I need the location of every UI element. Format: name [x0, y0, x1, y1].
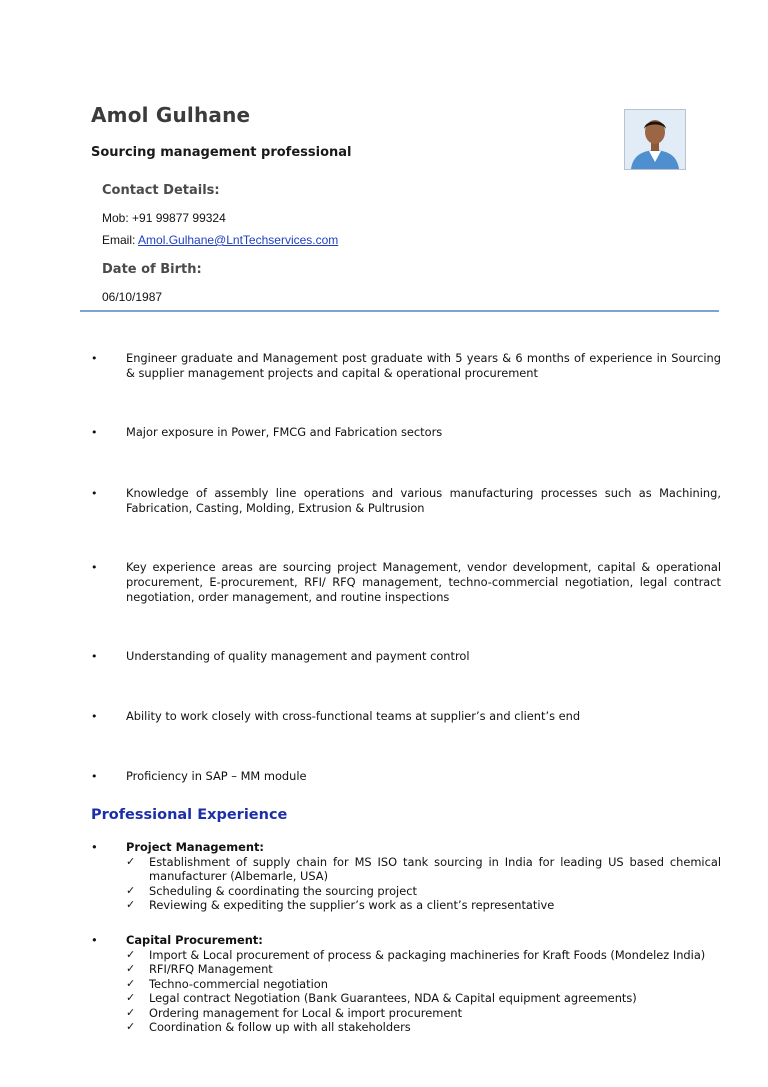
summary-item [91, 425, 721, 440]
list-item-text: Techno-commercial negotiation [149, 976, 328, 991]
list-item [91, 1006, 721, 1020]
checkmark-icon: ✓ [126, 883, 136, 897]
email-link[interactable]: Amol.Gulhane@LntTechservices.com [138, 233, 339, 247]
group-item-list [91, 948, 721, 1034]
checkmark-icon: ✓ [126, 948, 136, 961]
summary-text: Key experience areas are sourcing project Management, vendor development, capital & operational procurement, E-procurement, RFI/ RFQ management, techno-commercial negotiation, legal contract negotiation, order management, and routine inspections [126, 560, 721, 604]
bullet-icon: • [91, 933, 98, 947]
experience-group [91, 840, 721, 913]
list-item-text: Reviewing & expediting the supplier’s work as a client’s representative [149, 898, 555, 913]
list-item-text: Scheduling & coordinating the sourcing project [149, 883, 417, 898]
list-item [91, 1020, 721, 1034]
group-title [91, 933, 721, 948]
list-item [91, 884, 721, 898]
group-item-list [91, 855, 721, 913]
checkmark-icon: ✓ [126, 1020, 136, 1034]
summary-text: Engineer graduate and Management post graduate with 5 years & 6 months of experience in Sourcing & supplier management projects and capital & operational procurement [126, 351, 721, 380]
experience-heading: Professional Experience [91, 807, 288, 823]
email-label: Email: [102, 233, 139, 247]
list-item [91, 962, 721, 976]
list-item-text: Establishment of supply chain for MS ISO tank sourcing in India for leading US based chemical manufacturer (Albemarle, USA) [149, 855, 721, 884]
bullet-icon: • [91, 840, 98, 854]
dob-heading: Date of Birth: [102, 262, 202, 277]
bullet-icon: • [91, 710, 98, 723]
bullet-icon: • [91, 352, 98, 365]
list-item [91, 855, 721, 884]
list-item [91, 948, 721, 962]
summary-text: Major exposure in Power, FMCG and Fabrication sectors [126, 425, 443, 439]
group-title [91, 840, 721, 855]
candidate-name: Amol Gulhane [91, 103, 251, 127]
checkmark-icon: ✓ [126, 898, 136, 912]
group-title-text: Project Management: [126, 840, 264, 854]
dob-value: 06/10/1987 [102, 290, 163, 304]
list-item-text: Legal contract Negotiation (Bank Guarantees, NDA & Capital equipment agreements) [149, 991, 637, 1006]
person-photo-icon [625, 110, 685, 169]
summary-text: Proficiency in SAP – MM module [126, 769, 307, 783]
profile-photo [624, 109, 686, 170]
list-item-text: Import & Local procurement of process & packaging machineries for Kraft Foods (Mondelez India) [149, 948, 706, 962]
checkmark-icon: ✓ [126, 1005, 136, 1019]
summary-text: Knowledge of assembly line operations and various manufacturing processes such as Machining, Fabrication, Casting, Molding, Extrusion & Pultrusion [126, 486, 721, 515]
summary-item [91, 486, 721, 516]
summary-item [91, 709, 721, 724]
list-item [91, 898, 721, 912]
email-line [102, 233, 338, 247]
bullet-icon: • [91, 770, 98, 783]
list-item-text: Coordination & follow up with all stakeholders [149, 1020, 411, 1035]
summary-item [91, 649, 721, 664]
checkmark-icon: ✓ [126, 962, 136, 976]
bullet-icon: • [91, 426, 98, 439]
list-item [91, 977, 721, 991]
checkmark-icon: ✓ [126, 976, 136, 990]
bullet-icon: • [91, 650, 98, 663]
experience-group [91, 933, 721, 1034]
candidate-tagline: Sourcing management professional [91, 145, 352, 160]
bullet-icon: • [91, 561, 98, 574]
summary-item [91, 351, 721, 381]
list-item-text: Ordering management for Local & import procurement [149, 1005, 463, 1020]
bullet-icon: • [91, 487, 98, 500]
summary-text: Ability to work closely with cross-functional teams at supplier’s and client’s end [126, 709, 581, 723]
checkmark-icon: ✓ [126, 855, 136, 868]
checkmark-icon: ✓ [126, 991, 136, 1005]
list-item [91, 991, 721, 1005]
contact-heading: Contact Details: [102, 183, 220, 198]
section-divider [80, 310, 719, 312]
list-item-text: RFI/RFQ Management [149, 962, 273, 977]
mobile-number: Mob: +91 99877 99324 [102, 211, 226, 225]
group-title-text: Capital Procurement: [126, 933, 263, 947]
summary-item [91, 769, 721, 784]
summary-item [91, 560, 721, 605]
summary-text: Understanding of quality management and payment control [126, 649, 470, 663]
